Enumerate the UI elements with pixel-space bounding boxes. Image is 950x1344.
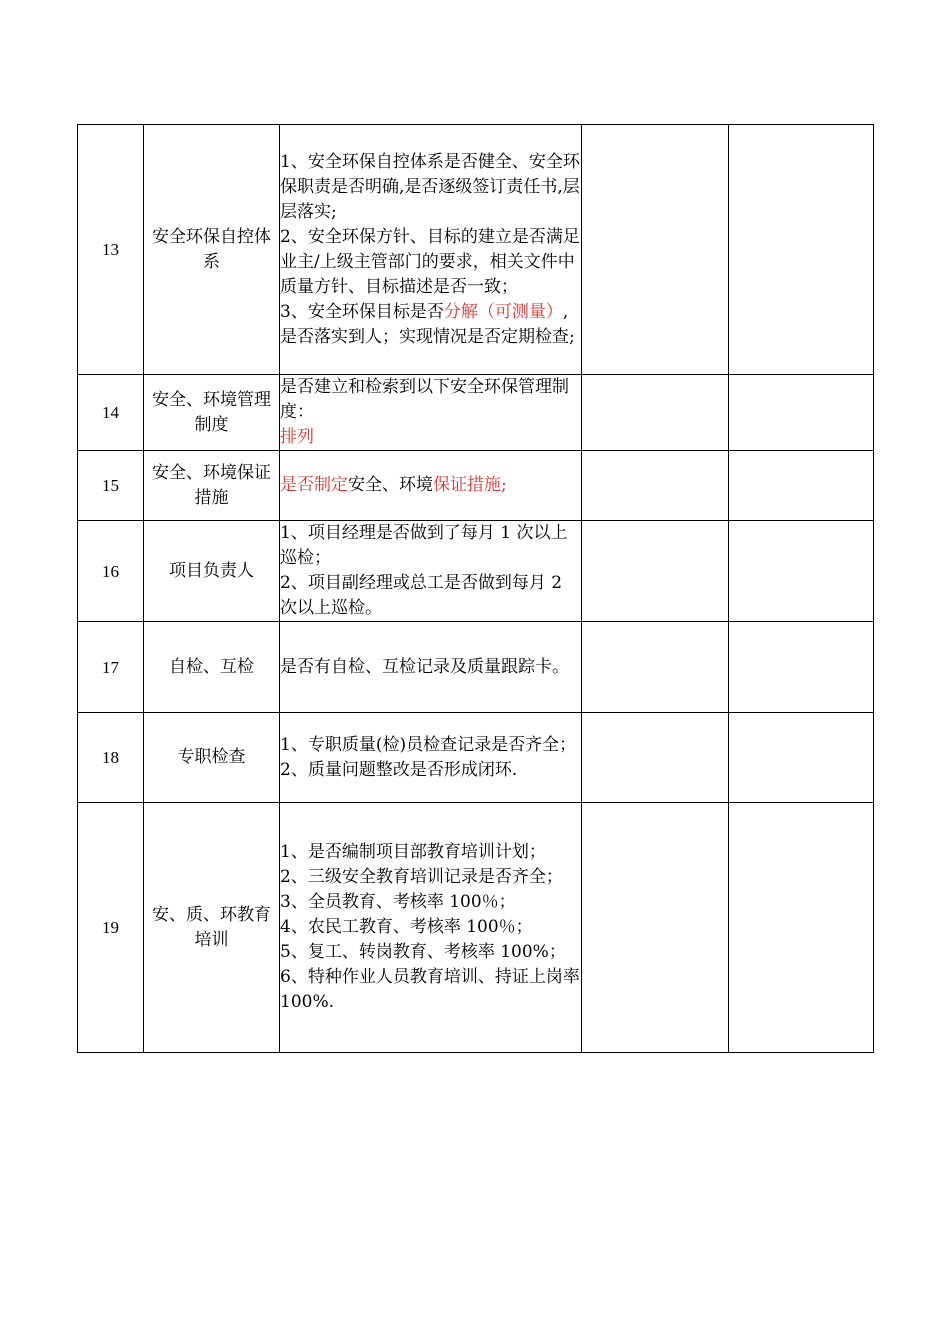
content-text: 5、复工、转岗教育、考核率 100%； (280, 942, 566, 962)
content-paragraph (280, 890, 581, 915)
content-text: 1、专职质量(检)员检查记录是否齐全； (280, 734, 577, 755)
remark-cell (729, 521, 874, 622)
content-text: 3、全员教育、考核率 100％； (280, 892, 516, 912)
remark-cell (729, 622, 874, 713)
remark-cell (729, 713, 874, 803)
check-content (280, 375, 582, 451)
content-text: 3、安全环保目标是否 (280, 301, 444, 322)
content-text: 是否有自检、互检记录及质量跟踪卡。 (280, 656, 569, 677)
check-content (280, 803, 582, 1053)
content-paragraph (280, 915, 581, 940)
check-content (280, 451, 582, 521)
row-number: 17 (78, 622, 144, 713)
content-paragraph (280, 865, 581, 890)
result-cell (582, 521, 729, 622)
check-item: 安全、环境管理制度 (144, 375, 280, 451)
content-paragraph (280, 940, 581, 965)
content-paragraph (280, 840, 581, 865)
content-text: 2、安全环保方针、目标的建立是否满足业主/上级主管部门的要求，相关文件中质量方针、目标描述是否一致； (280, 226, 580, 297)
content-paragraph (280, 571, 581, 621)
inspection-table (77, 124, 874, 1053)
result-cell (582, 375, 729, 451)
content-paragraph (280, 225, 581, 300)
table-body (78, 125, 874, 1053)
table-row (78, 125, 874, 375)
content-text: 2、质量问题整改是否形成闭环. (280, 759, 518, 780)
result-cell (582, 451, 729, 521)
content-text: 1、安全环保自控体系是否健全、安全环保职责是否明确,是否逐级签订责任书,层层落实; (280, 151, 580, 222)
table-row (78, 451, 874, 521)
table-row (78, 375, 874, 451)
result-cell (582, 713, 729, 803)
row-number: 18 (78, 713, 144, 803)
content-text: 1、项目经理是否做到了每月 1 次以上巡检； (280, 523, 568, 568)
content-text: 是否建立和检索到以下安全环保管理制度： (280, 377, 569, 422)
content-paragraph (280, 150, 581, 225)
remark-cell (729, 125, 874, 375)
check-item: 安全环保自控体系 (144, 125, 280, 375)
remark-cell (729, 451, 874, 521)
content-text: 1、是否编制项目部教育培训计划； (280, 842, 546, 862)
content-text: ,是否落实到人；实现情况是否定期检查; (280, 301, 575, 347)
content-text: 2、项目副经理或总工是否做到每月 2 次以上巡检。 (280, 573, 563, 618)
content-text: 2、三级安全教育培训记录是否齐全； (280, 867, 563, 887)
check-item: 安、质、环教育培训 (144, 803, 280, 1053)
result-cell (582, 622, 729, 713)
highlighted-text: 分解（可测量） (443, 301, 563, 322)
result-cell (582, 803, 729, 1053)
highlighted-text: 是否制定 (280, 475, 348, 495)
highlighted-text: 排列 (280, 427, 314, 447)
content-text: 4、农民工教育、考核率 100％； (280, 917, 533, 937)
content-paragraph (280, 425, 581, 450)
remark-cell (729, 375, 874, 451)
check-item: 专职检查 (144, 713, 280, 803)
row-number: 19 (78, 803, 144, 1053)
result-cell (582, 125, 729, 375)
content-paragraph (280, 521, 581, 571)
check-item: 项目负责人 (144, 521, 280, 622)
content-paragraph (280, 300, 581, 350)
highlighted-text: 保证措施; (433, 475, 507, 495)
content-paragraph (280, 733, 581, 758)
content-paragraph (280, 473, 581, 498)
check-item: 安全、环境保证措施 (144, 451, 280, 521)
check-content (280, 622, 582, 713)
remark-cell (729, 803, 874, 1053)
row-number: 13 (78, 125, 144, 375)
check-content (280, 713, 582, 803)
content-paragraph (280, 375, 581, 425)
table-row (78, 521, 874, 622)
table-row (78, 803, 874, 1053)
table-row (78, 622, 874, 713)
check-content (280, 521, 582, 622)
content-text: 6、特种作业人员教育培训、持证上岗率 100%. (280, 967, 580, 1012)
content-paragraph (280, 758, 581, 783)
content-paragraph (280, 655, 581, 680)
row-number: 16 (78, 521, 144, 622)
check-item: 自检、互检 (144, 622, 280, 713)
check-content (280, 125, 582, 375)
table-row (78, 713, 874, 803)
content-paragraph (280, 965, 581, 1015)
row-number: 15 (78, 451, 144, 521)
row-number: 14 (78, 375, 144, 451)
content-text: 安全、环境 (348, 475, 433, 495)
